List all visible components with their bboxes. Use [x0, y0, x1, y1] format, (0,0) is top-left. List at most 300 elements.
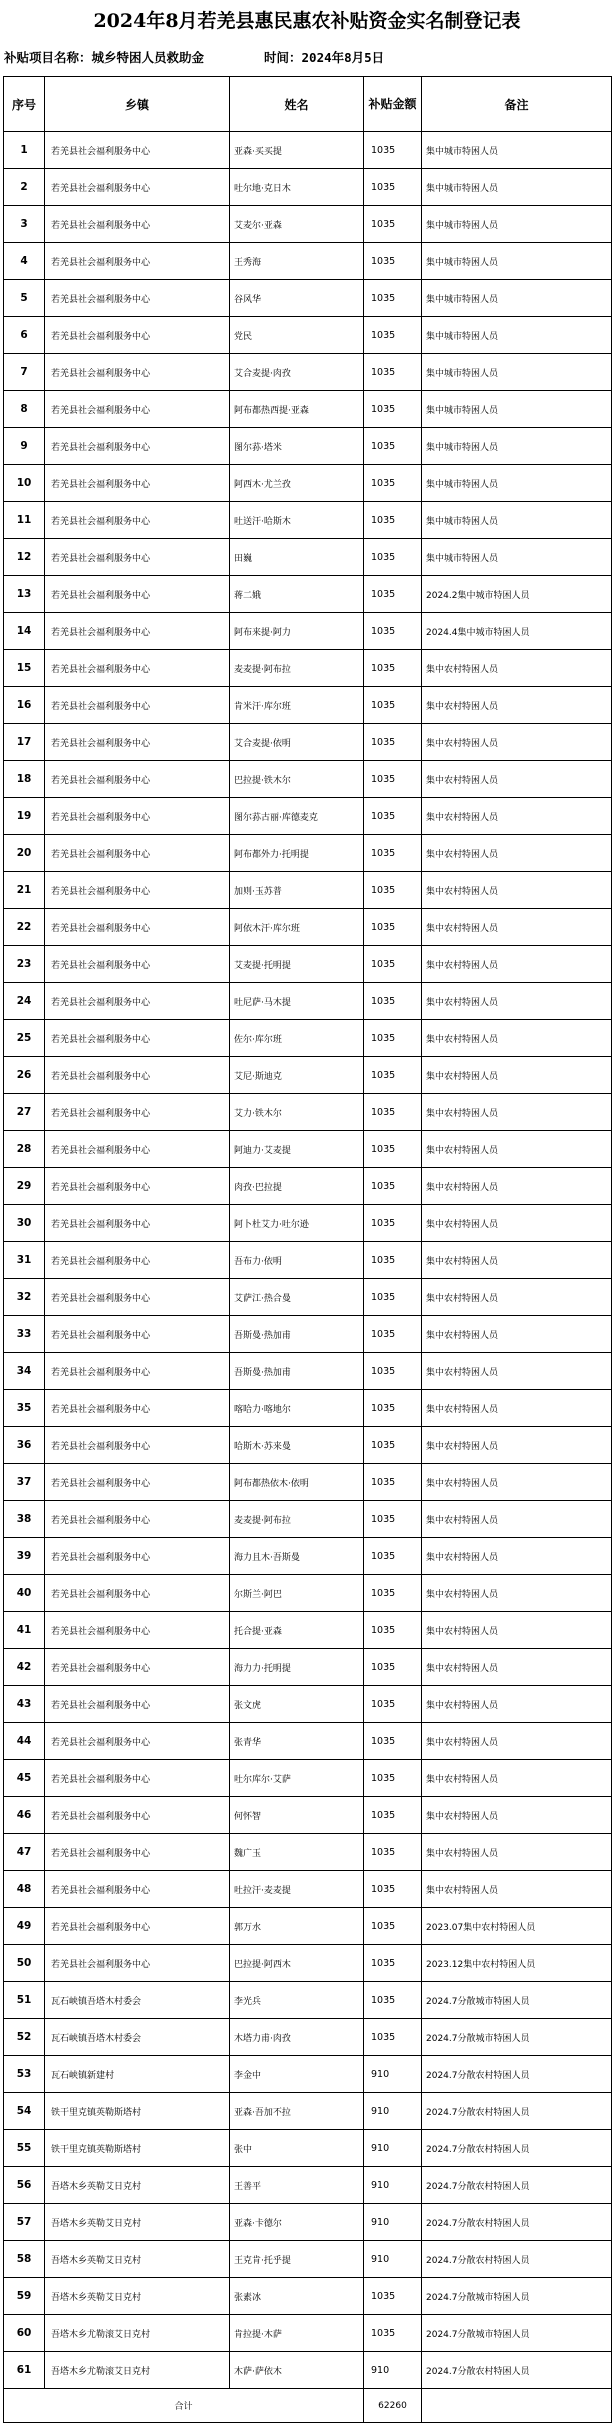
row-town: 吾塔木乡英勒艾日克村: [45, 2204, 230, 2241]
row-amount: 1035: [364, 1131, 422, 1168]
row-name: 艾力·铁木尔: [230, 1094, 364, 1131]
row-note: 2024.7分散农村特困人员: [422, 2352, 612, 2389]
header-note: 备注: [422, 77, 612, 132]
table-row: [4, 539, 612, 576]
table-header-row: [4, 77, 612, 132]
row-index: 43: [4, 1686, 45, 1723]
row-note: 集中城市特困人员: [422, 354, 612, 391]
row-town: 吾塔木乡英勒艾日克村: [45, 2278, 230, 2315]
row-town: 若羌县社会福利服务中心: [45, 1538, 230, 1575]
table-row: [4, 1612, 612, 1649]
row-amount: 1035: [364, 1945, 422, 1982]
table-row: [4, 1945, 612, 1982]
row-index: 9: [4, 428, 45, 465]
row-note: 集中城市特困人员: [422, 280, 612, 317]
row-note: 集中农村特困人员: [422, 1131, 612, 1168]
row-name: 李光兵: [230, 1982, 364, 2019]
table-row: [4, 1760, 612, 1797]
row-town: 若羌县社会福利服务中心: [45, 280, 230, 317]
row-name: 阿西木·尤兰孜: [230, 465, 364, 502]
row-town: 若羌县社会福利服务中心: [45, 539, 230, 576]
row-index: 7: [4, 354, 45, 391]
row-name: 吾斯曼·热加甫: [230, 1316, 364, 1353]
table-row: [4, 2019, 612, 2056]
row-name: 肯米汗·库尔班: [230, 687, 364, 724]
row-index: 8: [4, 391, 45, 428]
row-town: 若羌县社会福利服务中心: [45, 1686, 230, 1723]
row-town: 若羌县社会福利服务中心: [45, 1834, 230, 1871]
row-name: 阿布都热西提·亚森: [230, 391, 364, 428]
row-index: 38: [4, 1501, 45, 1538]
row-name: 巴拉提·铁木尔: [230, 761, 364, 798]
row-name: 吐尔库尔·艾萨: [230, 1760, 364, 1797]
row-index: 19: [4, 798, 45, 835]
row-amount: 1035: [364, 1094, 422, 1131]
row-name: 肉孜·巴拉提: [230, 1168, 364, 1205]
row-index: 12: [4, 539, 45, 576]
table-row: [4, 1168, 612, 1205]
row-town: 若羌县社会福利服务中心: [45, 1020, 230, 1057]
row-note: 集中农村特困人员: [422, 1649, 612, 1686]
row-amount: 1035: [364, 835, 422, 872]
page-title: 2024年8月若羌县惠民惠农补贴资金实名制登记表: [93, 10, 521, 32]
row-town: 若羌县社会福利服务中心: [45, 1242, 230, 1279]
total-amount: 62260: [364, 2389, 422, 2423]
row-note: 集中农村特困人员: [422, 1575, 612, 1612]
row-town: 瓦石峡镇吾塔木村委会: [45, 1982, 230, 2019]
subtitle: [4, 48, 384, 66]
row-amount: 1035: [364, 1020, 422, 1057]
table-row: [4, 2130, 612, 2167]
row-town: 若羌县社会福利服务中心: [45, 798, 230, 835]
table-row: [4, 1205, 612, 1242]
table-row: [4, 502, 612, 539]
table-body: [4, 132, 612, 2389]
table-row: [4, 1538, 612, 1575]
row-town: 若羌县社会福利服务中心: [45, 983, 230, 1020]
table-row: [4, 465, 612, 502]
row-town: 若羌县社会福利服务中心: [45, 1945, 230, 1982]
row-note: 2024.7分散城市特困人员: [422, 2315, 612, 2352]
row-amount: 1035: [364, 1464, 422, 1501]
row-amount: 1035: [364, 724, 422, 761]
row-town: 若羌县社会福利服务中心: [45, 391, 230, 428]
table-row: [4, 1020, 612, 1057]
row-note: 2024.7分散城市特困人员: [422, 2278, 612, 2315]
row-name: 巴拉提·阿西木: [230, 1945, 364, 1982]
row-name: 亚森·买买提: [230, 132, 364, 169]
row-index: 58: [4, 2241, 45, 2278]
row-amount: 1035: [364, 502, 422, 539]
record-date: 时间：2024年8月5日: [264, 50, 385, 65]
row-amount: 1035: [364, 1538, 422, 1575]
row-amount: 1035: [364, 1612, 422, 1649]
table-row: [4, 1316, 612, 1353]
row-name: 吐拉汗·麦麦提: [230, 1871, 364, 1908]
row-name: 王秀海: [230, 243, 364, 280]
row-town: 若羌县社会福利服务中心: [45, 1131, 230, 1168]
row-name: 李金中: [230, 2056, 364, 2093]
row-note: 集中农村特困人员: [422, 1686, 612, 1723]
row-note: 2024.7分散农村特困人员: [422, 2167, 612, 2204]
row-index: 48: [4, 1871, 45, 1908]
row-amount: 1035: [364, 1760, 422, 1797]
row-amount: 1035: [364, 2278, 422, 2315]
row-note: 集中农村特困人员: [422, 1760, 612, 1797]
row-town: 若羌县社会福利服务中心: [45, 1501, 230, 1538]
row-index: 3: [4, 206, 45, 243]
table-row: [4, 243, 612, 280]
row-amount: 1035: [364, 1871, 422, 1908]
table-row: [4, 391, 612, 428]
row-note: 集中农村特困人员: [422, 1538, 612, 1575]
row-note: 2024.7分散农村特困人员: [422, 2204, 612, 2241]
table-row: [4, 1501, 612, 1538]
row-index: 24: [4, 983, 45, 1020]
table-row: [4, 1982, 612, 2019]
row-town: 铁干里克镇英勒斯塔村: [45, 2093, 230, 2130]
row-name: 阿迪力·艾麦提: [230, 1131, 364, 1168]
row-index: 60: [4, 2315, 45, 2352]
row-name: 木塔力甫·肉孜: [230, 2019, 364, 2056]
row-name: 阿布来提·阿力: [230, 613, 364, 650]
row-town: 吾塔木乡尤勒滚艾日克村: [45, 2315, 230, 2352]
row-town: 若羌县社会福利服务中心: [45, 243, 230, 280]
row-amount: 1035: [364, 946, 422, 983]
table-row: [4, 1908, 612, 1945]
row-amount: 1035: [364, 576, 422, 613]
row-name: 艾麦尔·亚森: [230, 206, 364, 243]
row-note: 集中农村特困人员: [422, 1390, 612, 1427]
row-note: 2024.7分散农村特困人员: [422, 2093, 612, 2130]
row-name: 魏广玉: [230, 1834, 364, 1871]
row-town: 若羌县社会福利服务中心: [45, 1316, 230, 1353]
table-row: [4, 1057, 612, 1094]
row-note: 集中农村特困人员: [422, 1834, 612, 1871]
row-index: 59: [4, 2278, 45, 2315]
table-row: [4, 2204, 612, 2241]
row-note: 集中城市特困人员: [422, 169, 612, 206]
row-note: 2023.12集中农村特困人员: [422, 1945, 612, 1982]
row-index: 52: [4, 2019, 45, 2056]
row-index: 26: [4, 1057, 45, 1094]
header-index: 序号: [4, 77, 45, 132]
row-amount: 1035: [364, 1242, 422, 1279]
row-note: 集中农村特困人员: [422, 835, 612, 872]
row-town: 若羌县社会福利服务中心: [45, 1390, 230, 1427]
row-note: 集中农村特困人员: [422, 1205, 612, 1242]
row-name: 艾合麦提·肉孜: [230, 354, 364, 391]
table-row: [4, 1871, 612, 1908]
row-amount: 1035: [364, 465, 422, 502]
row-name: 艾尼·斯迪克: [230, 1057, 364, 1094]
row-name: 图尔荪古丽·库德麦克: [230, 798, 364, 835]
row-amount: 1035: [364, 169, 422, 206]
project-name: 补贴项目名称：城乡特困人员救助金: [4, 50, 205, 65]
row-index: 53: [4, 2056, 45, 2093]
row-amount: 1035: [364, 687, 422, 724]
row-index: 2: [4, 169, 45, 206]
row-amount: 1035: [364, 1057, 422, 1094]
table-row: [4, 1649, 612, 1686]
table-row: [4, 1390, 612, 1427]
table-row: [4, 1575, 612, 1612]
row-amount: 1035: [364, 1982, 422, 2019]
row-note: 2023.07集中农村特困人员: [422, 1908, 612, 1945]
row-name: 艾麦提·托明提: [230, 946, 364, 983]
row-name: 尔斯兰·阿巴: [230, 1575, 364, 1612]
row-town: 吾塔木乡英勒艾日克村: [45, 2241, 230, 2278]
row-town: 若羌县社会福利服务中心: [45, 1797, 230, 1834]
row-town: 若羌县社会福利服务中心: [45, 1575, 230, 1612]
row-index: 6: [4, 317, 45, 354]
row-amount: 1035: [364, 1427, 422, 1464]
row-amount: 1035: [364, 909, 422, 946]
row-name: 阿依木汗·库尔班: [230, 909, 364, 946]
table-row: [4, 946, 612, 983]
row-note: 集中农村特困人员: [422, 1723, 612, 1760]
table-row: [4, 132, 612, 169]
row-name: 托合提·亚森: [230, 1612, 364, 1649]
row-index: 25: [4, 1020, 45, 1057]
row-name: 阿布都热依木·依明: [230, 1464, 364, 1501]
row-note: 集中农村特困人员: [422, 1353, 612, 1390]
row-note: 集中农村特困人员: [422, 1020, 612, 1057]
row-index: 57: [4, 2204, 45, 2241]
row-index: 47: [4, 1834, 45, 1871]
row-index: 39: [4, 1538, 45, 1575]
row-name: 谷风华: [230, 280, 364, 317]
row-amount: 1035: [364, 872, 422, 909]
row-town: 若羌县社会福利服务中心: [45, 1168, 230, 1205]
row-town: 若羌县社会福利服务中心: [45, 428, 230, 465]
row-name: 蒋二娥: [230, 576, 364, 613]
row-amount: 1035: [364, 1390, 422, 1427]
row-name: 张素冰: [230, 2278, 364, 2315]
table-row: [4, 761, 612, 798]
row-note: 集中农村特困人员: [422, 909, 612, 946]
table-row: [4, 2352, 612, 2389]
row-note: 集中农村特困人员: [422, 1501, 612, 1538]
row-note: 集中农村特困人员: [422, 1871, 612, 1908]
table-row: [4, 1427, 612, 1464]
row-note: 集中城市特困人员: [422, 428, 612, 465]
row-note: 集中农村特困人员: [422, 946, 612, 983]
table-row: [4, 687, 612, 724]
row-note: 集中城市特困人员: [422, 243, 612, 280]
row-amount: 1035: [364, 1353, 422, 1390]
row-index: 33: [4, 1316, 45, 1353]
row-note: 集中城市特困人员: [422, 206, 612, 243]
row-amount: 910: [364, 2130, 422, 2167]
row-index: 17: [4, 724, 45, 761]
row-index: 41: [4, 1612, 45, 1649]
table-row: [4, 1094, 612, 1131]
table-row: [4, 1131, 612, 1168]
table-row: [4, 2093, 612, 2130]
row-town: 若羌县社会福利服务中心: [45, 1279, 230, 1316]
row-town: 若羌县社会福利服务中心: [45, 1353, 230, 1390]
row-note: 集中城市特困人员: [422, 317, 612, 354]
row-note: 集中农村特困人员: [422, 650, 612, 687]
row-amount: 1035: [364, 983, 422, 1020]
row-amount: 1035: [364, 206, 422, 243]
row-name: 海力力·托明提: [230, 1649, 364, 1686]
table-row: [4, 835, 612, 872]
row-amount: 1035: [364, 1686, 422, 1723]
table-row: [4, 613, 612, 650]
row-amount: 1035: [364, 280, 422, 317]
table-row: [4, 724, 612, 761]
row-note: 集中农村特困人员: [422, 1797, 612, 1834]
table-row: [4, 1279, 612, 1316]
row-name: 田巍: [230, 539, 364, 576]
row-note: 集中农村特困人员: [422, 983, 612, 1020]
table-row: [4, 1834, 612, 1871]
row-name: 张青华: [230, 1723, 364, 1760]
row-town: 若羌县社会福利服务中心: [45, 502, 230, 539]
table-row: [4, 2056, 612, 2093]
row-note: 集中城市特困人员: [422, 132, 612, 169]
row-index: 4: [4, 243, 45, 280]
row-name: 哈斯木·苏来曼: [230, 1427, 364, 1464]
row-note: 2024.7分散城市特困人员: [422, 1982, 612, 2019]
row-note: 集中农村特困人员: [422, 1057, 612, 1094]
table-row: [4, 983, 612, 1020]
row-note: 集中农村特困人员: [422, 761, 612, 798]
table-row: [4, 650, 612, 687]
row-name: 麦麦提·阿布拉: [230, 650, 364, 687]
row-amount: 1035: [364, 391, 422, 428]
row-amount: 1035: [364, 650, 422, 687]
row-note: 2024.7分散农村特困人员: [422, 2056, 612, 2093]
row-amount: 1035: [364, 1279, 422, 1316]
row-note: 2024.7分散农村特困人员: [422, 2241, 612, 2278]
row-town: 若羌县社会福利服务中心: [45, 465, 230, 502]
row-index: 36: [4, 1427, 45, 1464]
table-row: [4, 1723, 612, 1760]
row-index: 5: [4, 280, 45, 317]
row-town: 若羌县社会福利服务中心: [45, 354, 230, 391]
row-note: 集中城市特困人员: [422, 539, 612, 576]
row-index: 13: [4, 576, 45, 613]
total-label: 合计: [4, 2389, 364, 2423]
row-index: 11: [4, 502, 45, 539]
row-index: 49: [4, 1908, 45, 1945]
row-amount: 1035: [364, 1649, 422, 1686]
row-amount: 1035: [364, 1908, 422, 1945]
row-name: 海力且木·吾斯曼: [230, 1538, 364, 1575]
row-town: 若羌县社会福利服务中心: [45, 576, 230, 613]
row-index: 22: [4, 909, 45, 946]
table-row: [4, 1353, 612, 1390]
row-town: 若羌县社会福利服务中心: [45, 1871, 230, 1908]
header-amount: 补贴金额: [364, 77, 422, 132]
row-name: 何怀智: [230, 1797, 364, 1834]
row-name: 郭万水: [230, 1908, 364, 1945]
row-town: 吾塔木乡英勒艾日克村: [45, 2167, 230, 2204]
row-amount: 1035: [364, 317, 422, 354]
row-amount: 1035: [364, 1501, 422, 1538]
row-index: 54: [4, 2093, 45, 2130]
table-row: [4, 872, 612, 909]
table-row: [4, 1242, 612, 1279]
row-name: 艾萨江·热合曼: [230, 1279, 364, 1316]
table-row: [4, 280, 612, 317]
row-note: 集中农村特困人员: [422, 1316, 612, 1353]
row-town: 若羌县社会福利服务中心: [45, 1760, 230, 1797]
table-row: [4, 206, 612, 243]
row-town: 若羌县社会福利服务中心: [45, 132, 230, 169]
row-name: 张中: [230, 2130, 364, 2167]
row-name: 阿布都外力·托明提: [230, 835, 364, 872]
row-amount: 1035: [364, 243, 422, 280]
row-note: 集中农村特困人员: [422, 1168, 612, 1205]
row-name: 佐尔·库尔班: [230, 1020, 364, 1057]
table-row: [4, 428, 612, 465]
row-note: 集中城市特困人员: [422, 502, 612, 539]
row-name: 吐尼萨·马木提: [230, 983, 364, 1020]
row-amount: 1035: [364, 1575, 422, 1612]
table-row: [4, 354, 612, 391]
row-amount: 1035: [364, 428, 422, 465]
row-amount: 1035: [364, 798, 422, 835]
row-note: 集中农村特困人员: [422, 1464, 612, 1501]
row-town: 铁干里克镇英勒斯塔村: [45, 2130, 230, 2167]
row-amount: 1035: [364, 2315, 422, 2352]
row-index: 37: [4, 1464, 45, 1501]
row-index: 42: [4, 1649, 45, 1686]
row-index: 56: [4, 2167, 45, 2204]
row-town: 若羌县社会福利服务中心: [45, 761, 230, 798]
row-note: 集中农村特困人员: [422, 872, 612, 909]
row-town: 若羌县社会福利服务中心: [45, 687, 230, 724]
row-town: 若羌县社会福利服务中心: [45, 1094, 230, 1131]
row-name: 吾布力·依明: [230, 1242, 364, 1279]
row-index: 28: [4, 1131, 45, 1168]
row-town: 若羌县社会福利服务中心: [45, 835, 230, 872]
row-index: 23: [4, 946, 45, 983]
row-amount: 910: [364, 2204, 422, 2241]
row-name: 张文虎: [230, 1686, 364, 1723]
row-note: 集中农村特困人员: [422, 1242, 612, 1279]
row-note: 2024.7分散城市特困人员: [422, 2019, 612, 2056]
total-note: [422, 2389, 612, 2423]
table-row: [4, 798, 612, 835]
row-index: 61: [4, 2352, 45, 2389]
table-row: [4, 1686, 612, 1723]
row-town: 瓦石峡镇吾塔木村委会: [45, 2019, 230, 2056]
row-town: 若羌县社会福利服务中心: [45, 1427, 230, 1464]
row-note: 集中农村特困人员: [422, 798, 612, 835]
row-name: 加则·玉苏普: [230, 872, 364, 909]
row-name: 王克肯·托乎提: [230, 2241, 364, 2278]
row-note: 集中城市特困人员: [422, 465, 612, 502]
header-name: 姓名: [230, 77, 364, 132]
header-town: 乡镇: [45, 77, 230, 132]
row-town: 若羌县社会福利服务中心: [45, 1057, 230, 1094]
row-amount: 910: [364, 2352, 422, 2389]
row-amount: 1035: [364, 132, 422, 169]
row-town: 若羌县社会福利服务中心: [45, 1464, 230, 1501]
row-town: 若羌县社会福利服务中心: [45, 1205, 230, 1242]
row-town: 吾塔木乡尤勒滚艾日克村: [45, 2352, 230, 2389]
row-town: 若羌县社会福利服务中心: [45, 317, 230, 354]
row-index: 1: [4, 132, 45, 169]
row-note: 集中农村特困人员: [422, 1279, 612, 1316]
row-amount: 1035: [364, 1205, 422, 1242]
table-row: [4, 2167, 612, 2204]
